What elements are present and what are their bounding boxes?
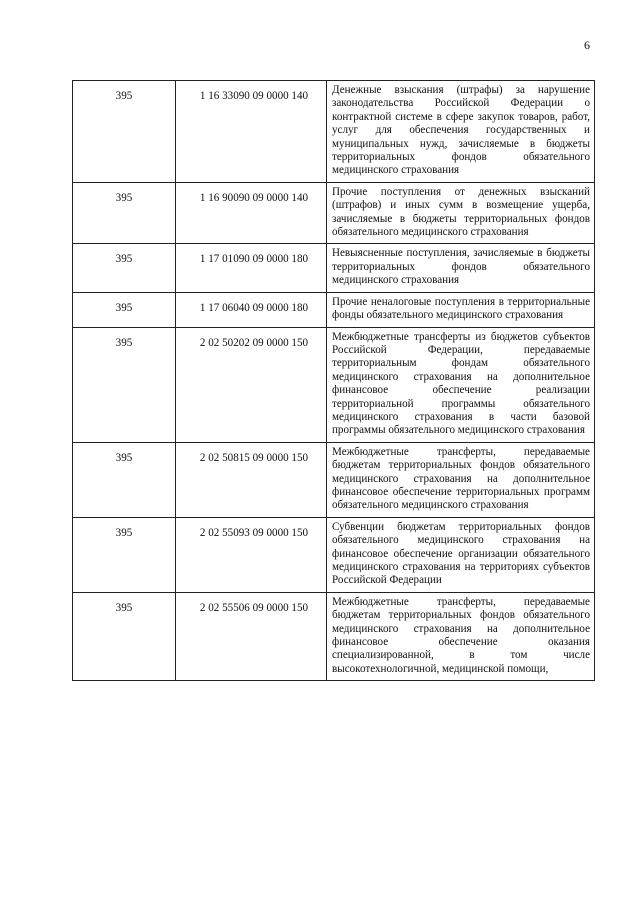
revenue-description-cell: Прочие неналоговые поступления в территориальные фонды обязательного медицинского страхования bbox=[327, 292, 595, 327]
table-row bbox=[73, 592, 595, 680]
table-row bbox=[73, 182, 595, 244]
table-row bbox=[73, 292, 595, 327]
revenue-description-cell: Невыясненные поступления, зачисляемые в бюджеты территориальных фондов обязательного медицинского страхования bbox=[327, 244, 595, 292]
administrator-code-cell: 395 bbox=[73, 517, 176, 592]
table-row bbox=[73, 81, 595, 183]
administrator-code-cell: 395 bbox=[73, 592, 176, 680]
administrator-code-cell: 395 bbox=[73, 327, 176, 442]
revenue-description-cell: Денежные взыскания (штрафы) за нарушение законодательства Российской Федерации о контрактной системе в сфере закупок товаров, работ, услуг для обеспечения государственных и муниципальных нужд, зачисляемые в бюджеты территориальных фондов обязательного медицинского страхования bbox=[327, 81, 595, 183]
revenue-code-cell: 1 17 06040 09 0000 180 bbox=[176, 292, 327, 327]
administrator-code-cell: 395 bbox=[73, 81, 176, 183]
revenue-code-cell: 2 02 50202 09 0000 150 bbox=[176, 327, 327, 442]
administrator-code-cell: 395 bbox=[73, 182, 176, 244]
table-row bbox=[73, 327, 595, 442]
revenue-code-cell: 1 16 33090 09 0000 140 bbox=[176, 81, 327, 183]
revenue-code-cell: 2 02 55093 09 0000 150 bbox=[176, 517, 327, 592]
revenue-code-cell: 2 02 55506 09 0000 150 bbox=[176, 592, 327, 680]
table-row bbox=[73, 517, 595, 592]
revenue-code-cell: 1 17 01090 09 0000 180 bbox=[176, 244, 327, 292]
revenue-code-cell: 2 02 50815 09 0000 150 bbox=[176, 442, 327, 517]
administrator-code-cell: 395 bbox=[73, 292, 176, 327]
revenue-description-cell: Прочие поступления от денежных взысканий (штрафов) и иных сумм в возмещение ущерба, зачисляемые в бюджеты территориальных фондов обязательного медицинского страхования bbox=[327, 182, 595, 244]
table-row bbox=[73, 442, 595, 517]
table-row bbox=[73, 244, 595, 292]
budget-revenue-table bbox=[72, 80, 595, 681]
administrator-code-cell: 395 bbox=[73, 442, 176, 517]
revenue-description-cell: Субвенции бюджетам территориальных фондов обязательного медицинского страхования на финансовое обеспечение организации обязательного медицинского страхования на территориях субъектов Российской Федерации bbox=[327, 517, 595, 592]
revenue-code-cell: 1 16 90090 09 0000 140 bbox=[176, 182, 327, 244]
revenue-description-cell: Межбюджетные трансферты, передаваемые бюджетам территориальных фондов обязательного медицинского страхования на дополнительное финансовое обеспечение территориальных программ обязательного медицинского страхования bbox=[327, 442, 595, 517]
page-number: 6 bbox=[584, 38, 590, 52]
revenue-description-cell: Межбюджетные трансферты, передаваемые бюджетам территориальных фондов обязательного медицинского страхования на дополнительное финансовое обеспечение оказания специализированной, в том числе высокотехнологичной, медицинской помощи, bbox=[327, 592, 595, 680]
revenue-description-cell: Межбюджетные трансферты из бюджетов субъектов Российской Федерации, передаваемые территориальным фондам обязательного медицинского страхования на дополнительное финансовое обеспечение реализации территориальной программы обязательного медицинского страхования в части базовой программы обязательного медицинского страхования bbox=[327, 327, 595, 442]
administrator-code-cell: 395 bbox=[73, 244, 176, 292]
